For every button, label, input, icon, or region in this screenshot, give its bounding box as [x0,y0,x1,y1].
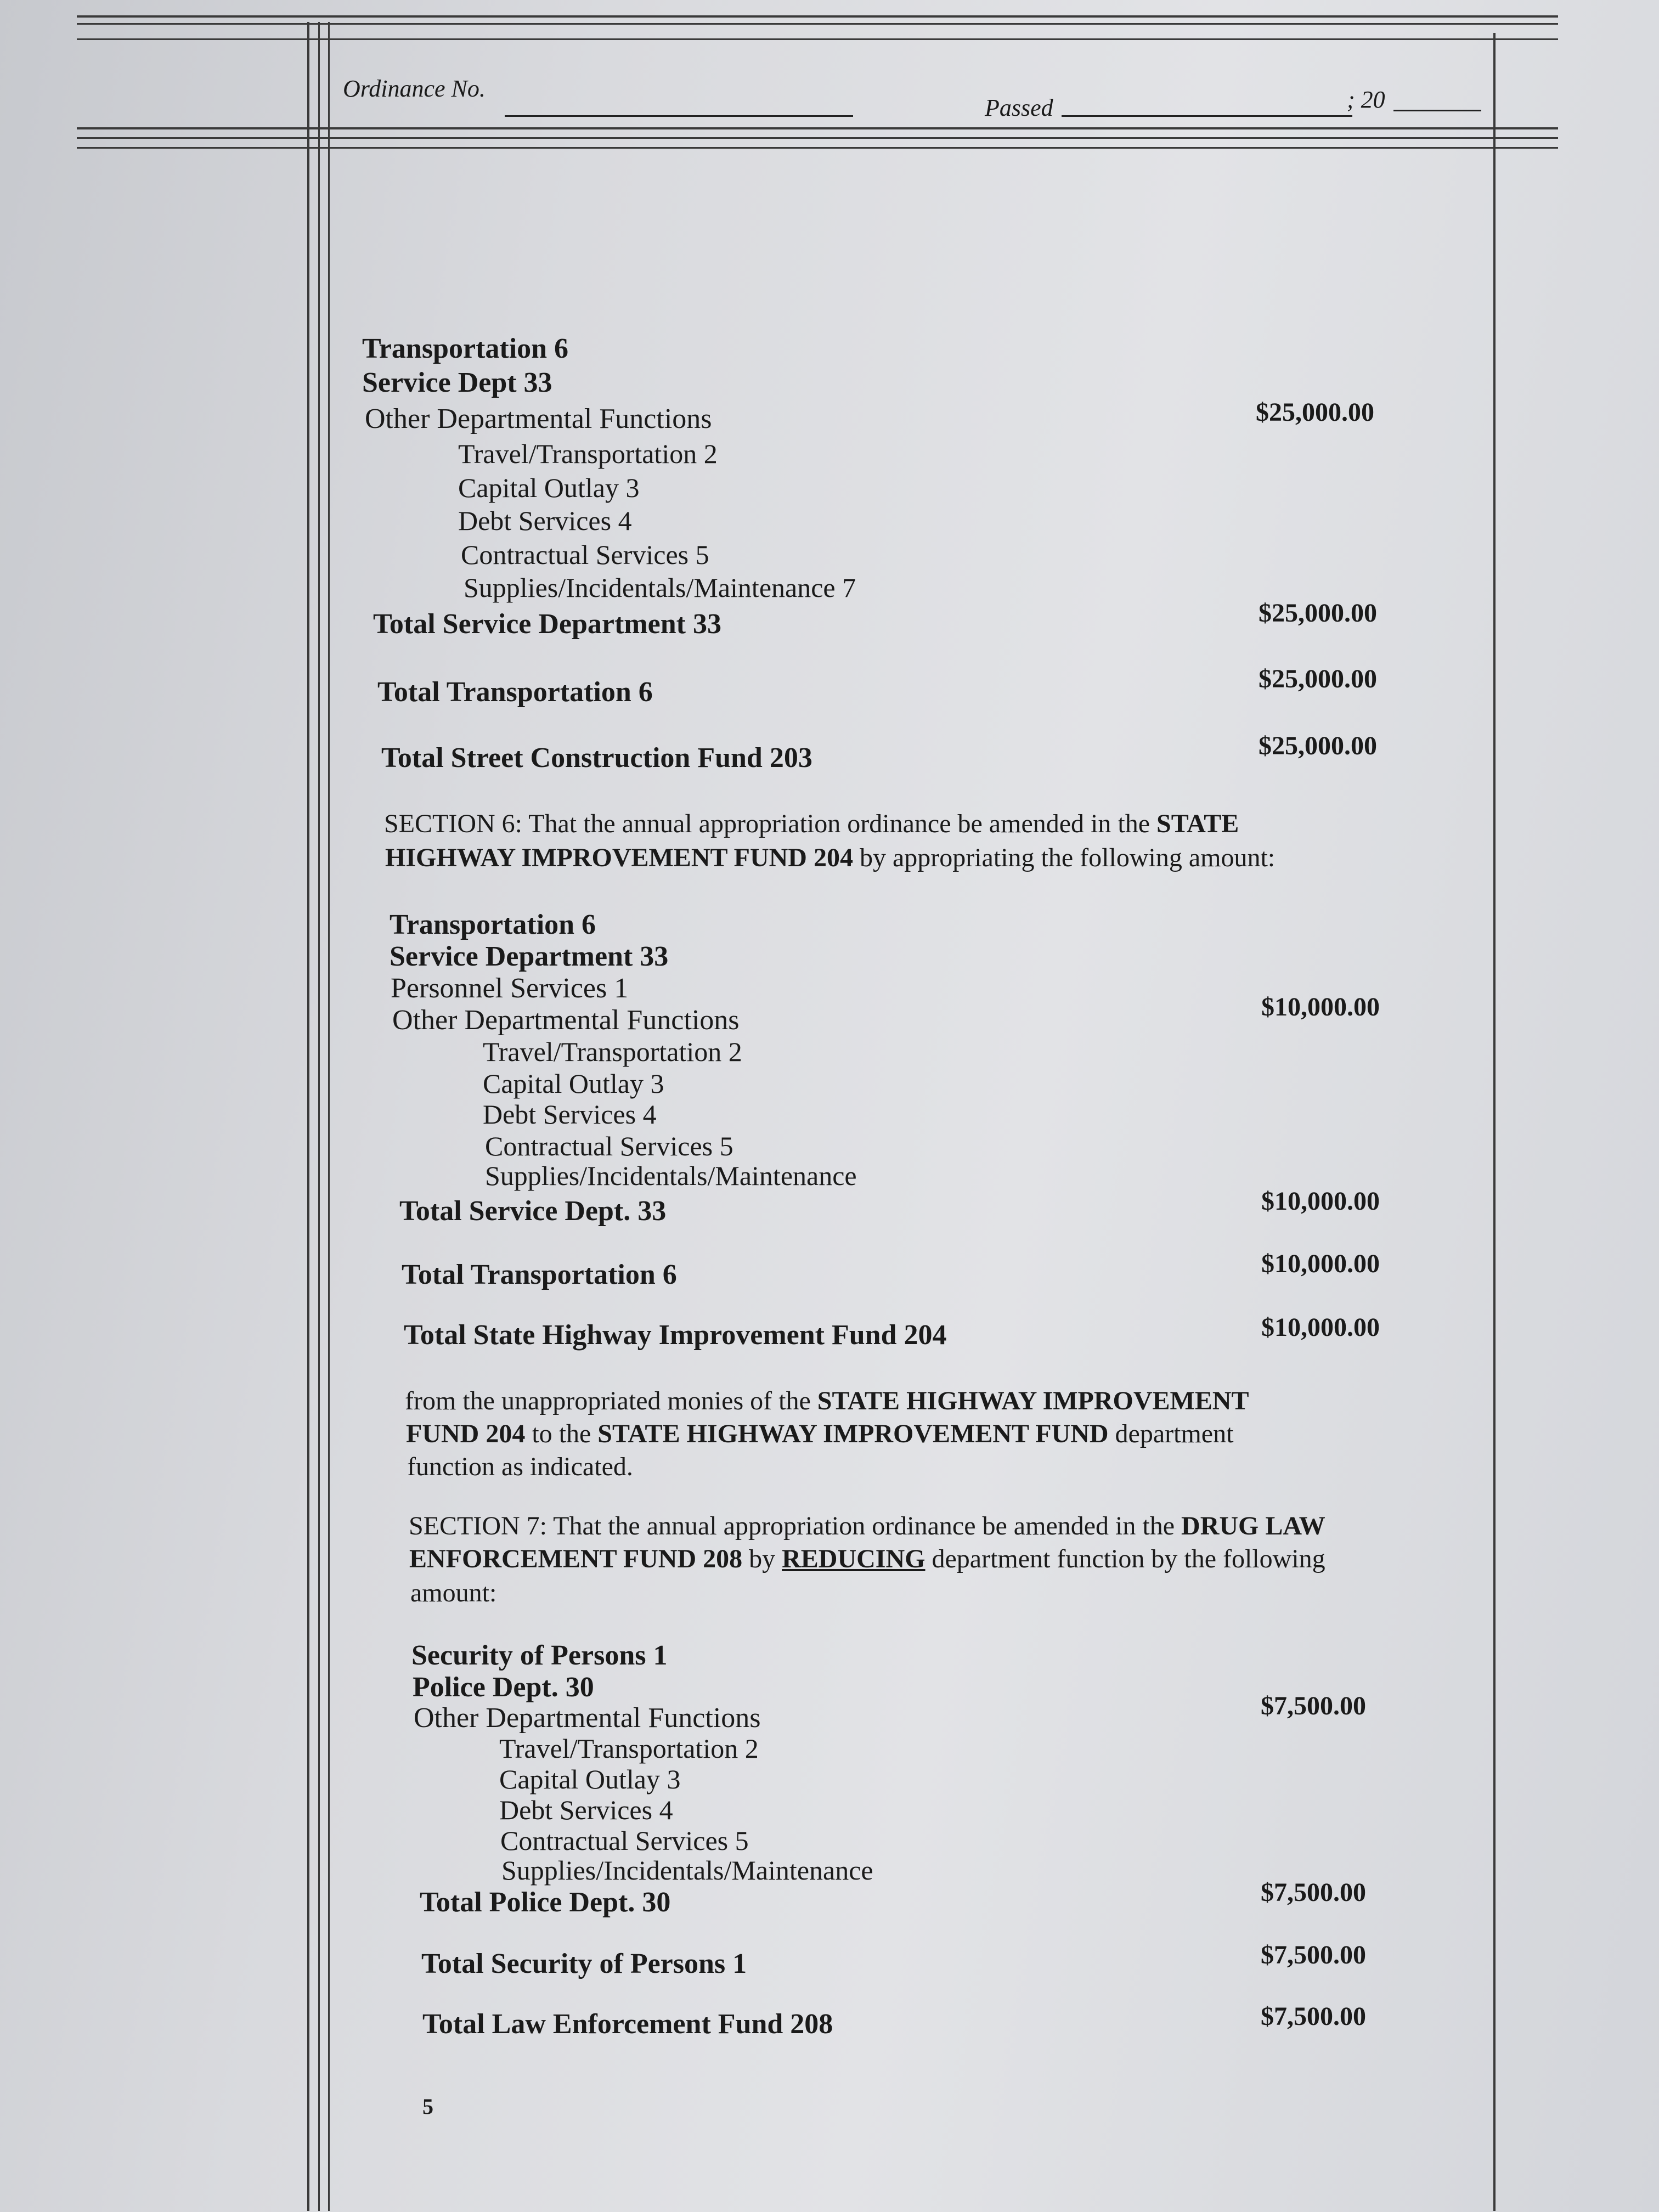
fund-name: HIGHWAY IMPROVEMENT FUND 204 [385,843,853,872]
section-7-text [409,1546,1325,1572]
paragraph-text-part: to the [525,1419,598,1448]
line-item: Travel/Transportation 2 [458,438,718,469]
section-6-text-part: SECTION 6: That the annual appropriation ordinance be amended in the [384,809,1157,838]
header-rule-3 [77,147,1558,149]
total-line: Total Service Dept. 33 [399,1195,667,1227]
total-line: Total Transportation 6 [377,676,653,708]
top-rule-3 [77,38,1558,40]
line-item: Debt Services 4 [499,1795,673,1825]
line-item: Capital Outlay 3 [458,472,640,503]
total-amount: $25,000.00 [1259,599,1377,628]
section-7-text-part: by [742,1544,782,1573]
year-blank [1393,110,1481,111]
right-margin-line [1493,33,1496,2211]
header-rule-2 [77,137,1558,139]
section-7-text [409,1513,1325,1539]
paragraph-text [406,1421,1233,1447]
total-amount: $7,500.00 [1261,2002,1366,2031]
total-line: Total Law Enforcement Fund 208 [422,2008,833,2040]
top-rule-1 [77,15,1558,18]
page-number: 5 [422,2094,433,2119]
passed-label: Passed [985,94,1053,121]
personnel-services: Personnel Services 1 [391,973,629,1004]
total-amount: $25,000.00 [1259,664,1377,693]
reducing-emphasis: REDUCING [782,1544,926,1573]
total-amount: $10,000.00 [1261,1313,1380,1342]
section-7-text-part: SECTION 7: That the annual appropriation ordinance be amended in the [409,1511,1182,1541]
other-departmental-functions: Other Departmental Functions [392,1005,740,1036]
paragraph-text [405,1388,1249,1414]
paragraph-text-part: department [1108,1419,1234,1448]
total-amount: $25,000.00 [1259,731,1377,760]
fund-name: FUND 204 [406,1419,526,1448]
total-line: Total State Highway Improvement Fund 204 [404,1319,947,1351]
section-7-text: amount: [410,1578,497,1607]
total-amount: $7,500.00 [1261,1878,1366,1907]
total-line: Total Street Construction Fund 203 [381,742,812,774]
fund-name: STATE [1156,809,1239,838]
section-7-text-part: department function by the following [925,1544,1325,1573]
section-6-text-part: by appropriating the following amount: [853,843,1276,872]
line-item: Debt Services 4 [483,1099,657,1130]
fund-name: STATE HIGHWAY IMPROVEMENT FUND [597,1419,1109,1448]
total-amount: $10,000.00 [1261,1249,1380,1278]
other-departmental-functions: Other Departmental Functions [414,1702,761,1734]
amount: $7,500.00 [1261,1691,1366,1720]
line-item: Travel/Transportation 2 [483,1036,742,1067]
line-item: Travel/Transportation 2 [499,1733,759,1764]
line-item: Capital Outlay 3 [483,1068,664,1099]
line-item: Capital Outlay 3 [499,1764,681,1795]
line-item: Supplies/Incidentals/Maintenance [485,1160,857,1191]
left-margin-line-2 [318,22,320,2211]
total-line: Total Police Dept. 30 [420,1887,671,1918]
top-rule-2 [77,23,1558,25]
line-item: Supplies/Incidentals/Maintenance 7 [464,572,856,603]
fund-name: STATE HIGHWAY IMPROVEMENT [817,1386,1249,1415]
total-line: Total Service Department 33 [373,608,721,640]
section-6-text [384,811,1239,837]
amount: $10,000.00 [1261,992,1380,1022]
line-item: Debt Services 4 [458,505,632,536]
transportation-heading: Transportation 6 [390,909,596,940]
security-heading: Security of Persons 1 [411,1640,668,1671]
line-item: Contractual Services 5 [485,1131,733,1161]
line-item: Contractual Services 5 [500,1825,749,1856]
left-margin-line-3 [328,22,330,2211]
service-dept-heading: Service Dept 33 [362,367,552,398]
paragraph-text-part: from the unappropriated monies of the [405,1386,817,1415]
total-amount: $10,000.00 [1261,1187,1380,1216]
ordinance-number-blank [505,115,853,117]
line-item: Supplies/Incidentals/Maintenance [501,1855,873,1886]
fund-name: DRUG LAW [1181,1511,1325,1541]
year-label: ; 20 [1347,86,1385,113]
transportation-heading: Transportation 6 [362,333,569,364]
total-line: Total Security of Persons 1 [421,1948,747,1979]
left-margin-line-1 [307,22,309,2211]
header-rule-1 [77,127,1558,129]
service-dept-heading: Service Department 33 [390,941,669,972]
amount: $25,000.00 [1256,398,1374,427]
ordinance-label: Ordinance No. [343,75,486,102]
line-item: Contractual Services 5 [461,539,709,570]
section-6-text [385,845,1275,871]
total-amount: $7,500.00 [1261,1940,1366,1970]
other-departmental-functions: Other Departmental Functions [365,403,712,435]
passed-date-blank [1062,115,1352,117]
total-line: Total Transportation 6 [402,1259,677,1290]
paragraph-text: function as indicated. [407,1452,633,1481]
police-dept-heading: Police Dept. 30 [413,1672,594,1703]
fund-name: ENFORCEMENT FUND 208 [409,1544,743,1573]
